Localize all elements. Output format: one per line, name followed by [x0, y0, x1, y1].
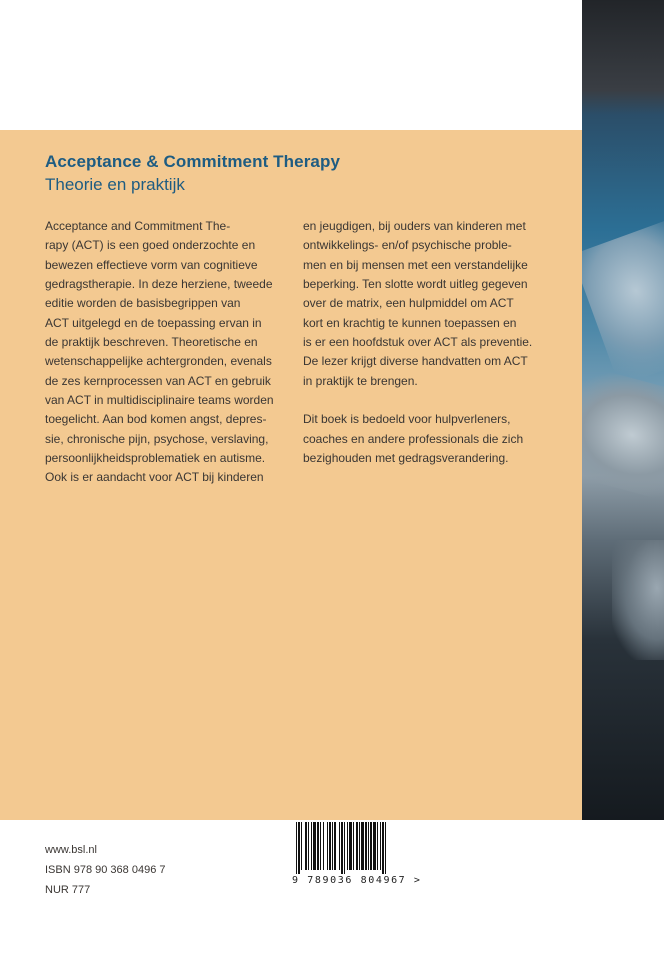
photo-highlight-2 [582, 364, 664, 506]
barcode-bar [327, 822, 328, 870]
book-subtitle: Theorie en praktijk [45, 175, 185, 194]
blurb-left-column [45, 217, 277, 488]
blurb-line: de praktijk beschreven. Theoretische en [45, 335, 258, 350]
barcode-bar [365, 822, 367, 870]
barcode-bar [320, 822, 321, 870]
barcode-bar [380, 822, 381, 870]
barcode-bar [353, 822, 354, 870]
barcode-bar [382, 822, 384, 874]
barcode-bar [296, 822, 297, 874]
barcode-bar [349, 822, 352, 870]
publisher-info [45, 840, 165, 900]
barcode-bar [341, 822, 343, 874]
barcode-bar [356, 822, 358, 870]
publisher-website: www.bsl.nl [45, 844, 97, 856]
isbn-number: ISBN 978 90 368 0496 7 [45, 864, 166, 876]
nur-code: NUR 777 [45, 884, 91, 896]
blurb-line: men en bij mensen met een verstandelijke [303, 257, 528, 272]
blurb-line: ontwikkelings- en/of psychische proble- [303, 238, 512, 253]
blurb-line: coaches en andere professionals die zich [303, 431, 524, 446]
barcode-bar [311, 822, 312, 870]
blurb-line: gedragstherapie. In deze herziene, tweede [45, 277, 273, 292]
blurb-line: ACT uitgelegd en de toepassing ervan in [45, 315, 262, 330]
blurb-line [303, 391, 535, 410]
barcode-bar [298, 822, 300, 874]
barcode-bar [334, 822, 336, 870]
cover-photo-strip [582, 0, 664, 820]
barcode-bars [292, 822, 424, 876]
blurb-line: toegelicht. Aan bod komen angst, depres- [45, 412, 267, 427]
barcode-bar [313, 822, 316, 870]
blurb-right-column [303, 217, 535, 468]
blurb-line: Acceptance and Commitment The- [45, 219, 231, 233]
blurb-line: bezighouden met gedragsverandering. [303, 451, 509, 466]
barcode-bar [370, 822, 372, 870]
blurb-line: rapy (ACT) is een goed onderzochte en [45, 238, 256, 253]
barcode-bar [359, 822, 360, 870]
blurb-line: de zes kernprocessen van ACT en gebruik [45, 373, 271, 388]
blurb-line: editie worden de basisbegrippen van [45, 296, 241, 311]
blurb-line: Dit boek is bedoeld voor hulpverleners, [303, 412, 511, 427]
photo-highlight-1 [582, 214, 664, 387]
blurb-line: persoonlijkheidsproblematiek en autisme. [45, 451, 266, 466]
blurb-line: De lezer krijgt diverse handvatten om ACT [303, 354, 528, 369]
blurb-line: in praktijk te brengen. [303, 373, 418, 388]
barcode-bar [368, 822, 369, 870]
barcode-bar [301, 822, 302, 870]
barcode-bar [385, 822, 386, 874]
barcode-bar [377, 822, 378, 870]
blurb-line: Ook is er aandacht voor ACT bij kinderen [45, 470, 264, 485]
blurb-line: kort en krachtig te kunnen toepassen en [303, 315, 517, 330]
blurb-line: over de matrix, een hulpmiddel om ACT [303, 296, 514, 311]
barcode-bar [305, 822, 307, 870]
photo-highlight-3 [612, 540, 664, 660]
barcode-bar [323, 822, 324, 870]
barcode-bar [344, 822, 345, 874]
barcode-bar [361, 822, 364, 870]
barcode-bar [347, 822, 348, 870]
barcode-bar [329, 822, 331, 870]
blurb-line: van ACT in multidisciplinaire teams worden [45, 393, 274, 408]
blurb-line: wetenschappelijke achtergronden, evenals [45, 354, 272, 369]
book-title: Acceptance & Commitment Therapy [45, 152, 341, 171]
blurb-line: en jeugdigen, bij ouders van kinderen met [303, 219, 526, 233]
top-margin [0, 0, 582, 130]
barcode-bar [308, 822, 309, 870]
barcode-digits: 9 789036 804967 > [292, 875, 422, 886]
barcode-bar [373, 822, 376, 870]
blurb-line: is er een hoofdstuk over ACT als preventie. [303, 335, 533, 350]
blurb-line: beperking. Ten slotte wordt uitleg gegeven [303, 277, 528, 292]
barcode-bar [339, 822, 340, 870]
blurb-line: sie, chronische pijn, psychose, verslaving, [45, 431, 269, 446]
barcode-bar [332, 822, 333, 870]
blurb-line: bewezen effectieve vorm van cognitieve [45, 257, 258, 272]
barcode-bar [317, 822, 319, 870]
